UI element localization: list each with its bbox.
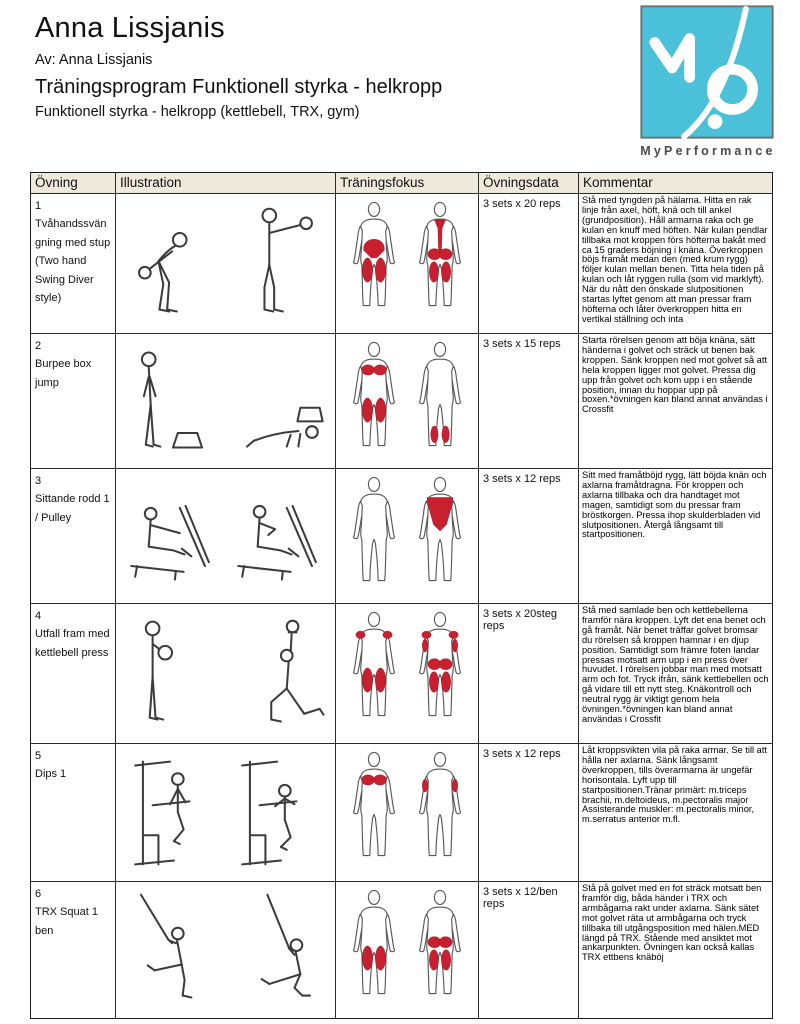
muscle-map-back [412,887,468,1003]
comment-cell: Starta rörelsen genom att böja knäna, sätt händerna i golvet och sträck ut benen bak kroppen. Sänk kroppen ned mot golvet så att hela kroppen ligger mot golvet. Pressa dig upp från golvet och kom upp i en stående position, innan du hoppar upp på boxen.*övningen kan bland annat användas i Crossfit [579,334,772,469]
exercise-data-cell: 3 sets x 20 reps [479,194,579,334]
exercise-number: 3 [35,475,42,487]
training-focus-cell [336,194,479,334]
kettlebell-rack-stand-illustration [120,611,224,737]
column-header-ovningsdata: Övningsdata [479,173,579,194]
column-header-traningsfokus: Träningsfokus [336,173,479,194]
exercise-name: Tvåhandssvängning med stup (Two hand Swing Diver style) [35,218,111,304]
exercise-name-cell [31,604,116,744]
exercise-name-cell [31,882,116,1018]
muscle-map-back [412,339,468,455]
burpee-pushup-illustration [227,338,331,464]
seated-row-start-illustration [120,473,224,599]
comment-cell: Stå med tyngden på hälarna. Hitta en rak linje från axel, höft, knä och till ankel (grundposition). Håll armarna raka och ge kulan en knuff med höften. När kulan pendlar tillbaka mot kroppen förs höfterna bakåt med ca 15 graders böjning i knäna. Överkroppen böjs framåt medan den (med krum rygg) följer kulan mellan benen. Titta hela tiden på kulan och låt ryggen rulla (som vid marklyft). När du nått den önskade slutpositionen startas lyftet genom att man pressar fram höfterna och låter överkroppen hitta en vertikal ställning och inta [579,194,772,334]
comment-cell: Stå på golvet med en fot sträck motsatt ben framför dig, båda händer i TRX och armbågarna rakt under axlarna. Sänk sätet mot golvet räta ut armbågarna och tryck tillbaka till utgångsposition med hälen.MED längd på TRX. Stående med ansiktet mot ankarpunkten. Övningen kan också kallas TRX ettbens knäböj [582,883,762,963]
comment-cell: Sitt med framåtböjd rygg, lätt böjda knän och axlarna framåtdragna. För kroppen och axlarna tillbaka och dra handtaget mot magen, samtidigt som du pressar fram bröstkorgen. Pressa ihop skulderbladen vid slutpositionen. Återgå långsamt till startpositionen. [579,469,772,604]
column-header-illustration: Illustration [116,173,336,194]
comment-cell: Stå med samlade ben och kettlebellerna framför nära kroppen. Lyft det ena benet och gå framåt. När benet träffar golvet bromsar du rörelsen så kroppen hamnar i en djup position. Samtidigt som främre foten landar pressas motsatt arm upp i en press över huvudet. I rörelsen jobbar man med motsatt arm och fot. Tryck ifrån, sänk kettlebellen och gå vidare till ett nytt steg. Knäkontroll och neutral rygg är viktigt genom hela övningen.*övningen kan bland annat användas i Crossfit [579,604,772,744]
dips-top-illustration [120,750,224,876]
table-header-row [31,173,772,194]
table-row [31,604,772,744]
exercise-data-cell: 3 sets x 12 reps [479,469,579,604]
table-row [31,744,772,882]
exercise-number: 1 [35,200,42,212]
exercise-data-cell: 3 sets x 12/ben reps [479,882,579,1018]
column-header-ovning: Övning [31,173,116,194]
exercise-data-cell: 3 sets x 15 reps [479,334,579,469]
illustration-cell [116,194,336,334]
page-title: Anna Lissjanis [35,12,225,44]
trx-squat-start-illustration [120,887,224,1013]
illustration-cell [116,469,336,604]
muscle-map-front [346,339,402,455]
seated-row-finish-illustration [227,473,331,599]
exercise-table-body [31,194,772,1018]
dips-bottom-illustration [227,750,331,876]
myperformance-logo-icon [638,5,776,139]
kettlebell-swing-bottom-illustration [120,201,224,327]
muscle-map-front [346,887,402,1003]
muscle-map-back [412,609,468,725]
exercise-name: TRX Squat 1 ben [35,906,98,937]
training-focus-cell [336,882,479,1018]
muscle-map-front [346,474,402,590]
exercise-number: 4 [35,610,42,622]
exercise-table [30,172,773,1019]
illustration-cell [116,744,336,882]
brand-name: MyPerformance [640,144,776,158]
training-focus-cell [336,744,479,882]
exercise-name: Utfall fram med kettlebell press [35,628,110,659]
table-row [31,334,772,469]
column-header-kommentar: Kommentar [579,173,772,194]
exercise-data-cell: 3 sets x 12 reps [479,744,579,882]
exercise-name: Burpee box jump [35,358,92,389]
exercise-name-cell [31,469,116,604]
illustration-cell [116,882,336,1018]
muscle-map-front [346,749,402,865]
table-row [31,194,772,334]
myperformance-logo [638,5,778,158]
exercise-number: 6 [35,888,42,900]
exercise-number: 5 [35,750,42,762]
muscle-map-front [346,609,402,725]
training-focus-cell [336,469,479,604]
muscle-map-back [412,474,468,590]
exercise-name-cell [31,744,116,882]
muscle-map-back [412,199,468,315]
exercise-name: Dips 1 [35,768,67,780]
muscle-map-front [346,199,402,315]
program-title: Träningsprogram Funktionell styrka - helkropp [35,76,443,98]
illustration-cell [116,604,336,744]
exercise-data-cell: 3 sets x 20steg reps [479,604,579,744]
training-focus-cell [336,604,479,744]
exercise-name-cell [31,334,116,469]
exercise-name-cell [31,194,116,334]
burpee-stand-box-illustration [120,338,224,464]
muscle-map-back [412,749,468,865]
author-line: Av: Anna Lissjanis [35,52,153,68]
comment-cell: Låt kroppsvikten vila på raka armar. Se till att hålla ner axlarna. Sänk långsamt överkroppen, tills överarmarna är ungefär horisontala. Lyft upp till startpositionen.Tränar primärt: m.triceps brachii, m.deltoideus, m.pectoralis major Assisterande muskler: m.pectoralis minor, m.serratus anterior m.fl. [579,744,772,882]
table-row [31,469,772,604]
trx-squat-bottom-illustration [227,887,331,1013]
illustration-cell [116,334,336,469]
table-row [31,882,772,1018]
program-subtitle: Funktionell styrka - helkropp (kettlebell, TRX, gym) [35,104,360,120]
training-focus-cell [336,334,479,469]
kettlebell-swing-top-illustration [227,201,331,327]
kettlebell-lunge-press-illustration [227,611,331,737]
exercise-name: Sittande rodd 1 / Pulley [35,493,110,524]
exercise-number: 2 [35,340,42,352]
